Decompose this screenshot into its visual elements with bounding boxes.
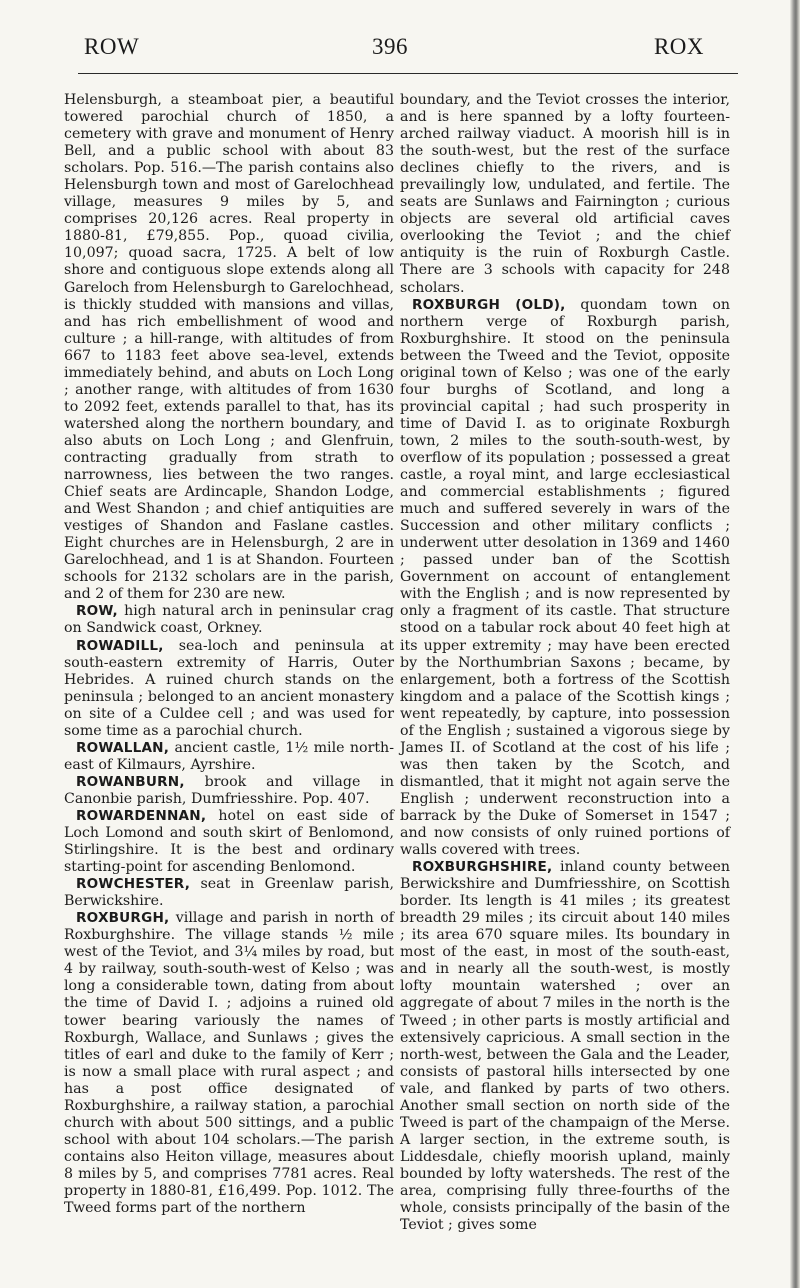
entry-roxburgh-old (400, 297, 730, 860)
entry-text: high natural arch in peninsular crag on Sandwick coast, Orkney. (64, 603, 394, 637)
right-column (400, 92, 730, 1234)
entry-text: seat in Greenlaw parish, Berwickshire. (64, 876, 394, 910)
entry-headword: ROXBURGHSHIRE, (412, 859, 553, 876)
entry-text: ancient castle, 1½ mile north-east of Kilmaurs, Ayrshire. (64, 739, 394, 773)
header-right-guide-word: ROX (653, 34, 704, 59)
entry-headword: ROXBURGH (OLD), (412, 296, 566, 313)
continued-entry-text: Helensburgh, a steamboat pier, a beautiful towered parochial church of 1850, a cemetery with grave and monument of Henry Bell, and a public school with about 83 scholars. Pop. 516.—The parish contains also Helensburgh town and most of Garelochhead village, measures 9 miles by 5, and comprises 20,126 acres. Real property in 1880-81, £79,855. Pop., quoad civilia, 10,097; quoad sacra, 1725. A belt of low shore and contiguous slope extends along all Gareloch from Helensburgh to Garelochhead, is thickly studded with mansions and villas, and has rich embellishment of wood and culture ; a hill-range, with altitudes of from 667 to 1183 feet above sea-level, extends immediately behind, and abuts on Loch Long ; another range, with altitudes of from 1630 to 2092 feet, extends parallel to that, has its watershed along the northern boundary, and also abuts on Loch Long ; and Glenfruin, contracting gradually from strath to narrowness, lies between the two ranges. Chief seats are Ardincaple, Shandon Lodge, and West Shandon ; and chief antiquities are vestiges of Shandon and Faslane castles. Eight churches are in Helensburgh, 2 are in Garelochhead, and 1 is at Shandon. Fourteen schools for 2132 scholars are in the parish, and 2 of them for 230 are new. (64, 92, 394, 603)
entry-headword: ROWADILL, (76, 637, 164, 654)
entry-rowanburn (64, 774, 394, 808)
left-column (64, 92, 394, 1217)
entry-headword: ROWCHESTER, (76, 876, 191, 893)
entry-text: sea-loch and peninsula at south-eastern extremity of Harris, Outer Hebrides. A ruined church stands on the peninsula ; belonged to an ancient monastery on site of a Culdee cell ; and was used for some time as a parochial church. (64, 637, 394, 739)
entry-text: brook and village in Canonbie parish, Dumfriesshire. Pop. 407. (64, 773, 394, 807)
running-header (60, 34, 720, 64)
entry-headword: ROWARDENNAN, (76, 807, 207, 824)
entry-headword: ROWANBURN, (76, 773, 185, 790)
entry-rowardennan (64, 808, 394, 876)
entry-roxburgh (64, 910, 394, 1217)
entry-text: village and parish in north of Roxburghshire. The village stands ½ mile west of the Teviot, and 3¼ miles by road, but 4 by railway, south-south-west of Kelso ; was long a considerable town, dating from about the time of David I. ; adjoins a ruined old tower bearing variously the names of Roxburgh, Wallace, and Sunlaws ; gives the titles of earl and duke to the family of Kerr ; is now a small place with rural aspect ; and has a post office designated of Roxburghshire, a railway station, a parochial church with about 500 sittings, and a public school with about 104 scholars.—The parish contains also Heiton village, measures about 8 miles by 5, and comprises 7781 acres. Real property in 1880-81, £16,499. Pop. 1012. The Tweed forms part of the northern (64, 910, 394, 1217)
header-left-guide-word: ROW (84, 34, 140, 59)
entry-text: hotel on east side of Loch Lomond and south skirt of Benlomond, Stirlingshire. It is the best and ordinary starting-point for ascending Benlomond. (64, 807, 394, 876)
entry-rowallan (64, 740, 394, 774)
entry-text: quondam town on northern verge of Roxburgh parish, Roxburghshire. It stood on the peninsula between the Tweed and the Teviot, opposite original town of Kelso ; was one of the early four burghs of Scotland, and long a provincial capital ; had such prosperity in time of David I. as to originate Roxburgh town, 2 miles to the south-south-west, by overflow of its population ; possessed a great castle, a royal mint, and large ecclesiastical and commercial establishments ; figured much and suffered severely in wars of the Succession and other military conflicts ; underwent utter desolation in 1369 and 1460 ; passed under ban of the Scottish Government on account of entanglement with the English ; and is now represented by only a fragment of its castle. That structure stood on a tabular rock about 40 feet high at its upper extremity ; may have been erected by the Northumbrian Saxons ; became, by enlargement, both a fortress of the Scottish kingdom and a palace of the Scottish kings ; went repeatedly, by capture, into possession of the English ; sustained a vigorous siege by James II. of Scotland at the cost of his life ; was then taken by the Scotch, and dismantled, that it might not again serve the English ; underwent reconstruction into a barrack by the Duke of Somerset in 1547 ; and now consists of only ruined portions of walls covered with trees. (400, 296, 730, 859)
entry-row (64, 603, 394, 637)
header-rule (78, 73, 738, 74)
page-edge-shadow (790, 0, 800, 1288)
entry-text: inland county between Berwickshire and Dumfriesshire, on Scottish border. Its length is 41 miles ; its greatest breadth 29 miles ; its circuit about 140 miles ; its area 670 square miles. Its boundary in most of the east, in most of the south-east, and in nearly all the south-west, is mostly lofty mountain watershed ; over an aggregate of about 7 miles in the north is the Tweed ; in other parts is mostly artificial and extensively capricious. A small section in the north-west, between the Gala and the Leader, consists of pastoral hills intersected by one vale, and flanked by parts of two others. Another small section on north side of the Tweed is part of the champaign of the Merse. A larger section, in the extreme south, is Liddesdale, chiefly moorish upland, mainly bounded by lofty watersheds. The rest of the area, comprising fully three-fourths of the whole, consists principally of the basin of the Teviot ; gives some (400, 859, 730, 1234)
continued-entry-text: boundary, and the Teviot crosses the interior, and is here spanned by a lofty fourteen-arched railway viaduct. A moorish hill is in the south-west, but the rest of the surface declines chiefly to the rivers, and is prevailingly low, undulated, and fertile. The seats are Sunlaws and Fairnington ; curious objects are several old artificial caves overlooking the Teviot ; and the chief antiquity is the ruin of Roxburgh Castle. There are 3 schools with capacity for 248 scholars. (400, 92, 730, 296)
page-number: 396 (372, 34, 408, 59)
entry-rowadill (64, 638, 394, 740)
entry-headword: ROXBURGH, (76, 910, 170, 927)
entry-headword: ROW, (76, 603, 118, 620)
entry-roxburghshire (400, 859, 730, 1234)
entry-headword: ROWALLAN, (76, 739, 170, 756)
entry-rowchester (64, 876, 394, 910)
